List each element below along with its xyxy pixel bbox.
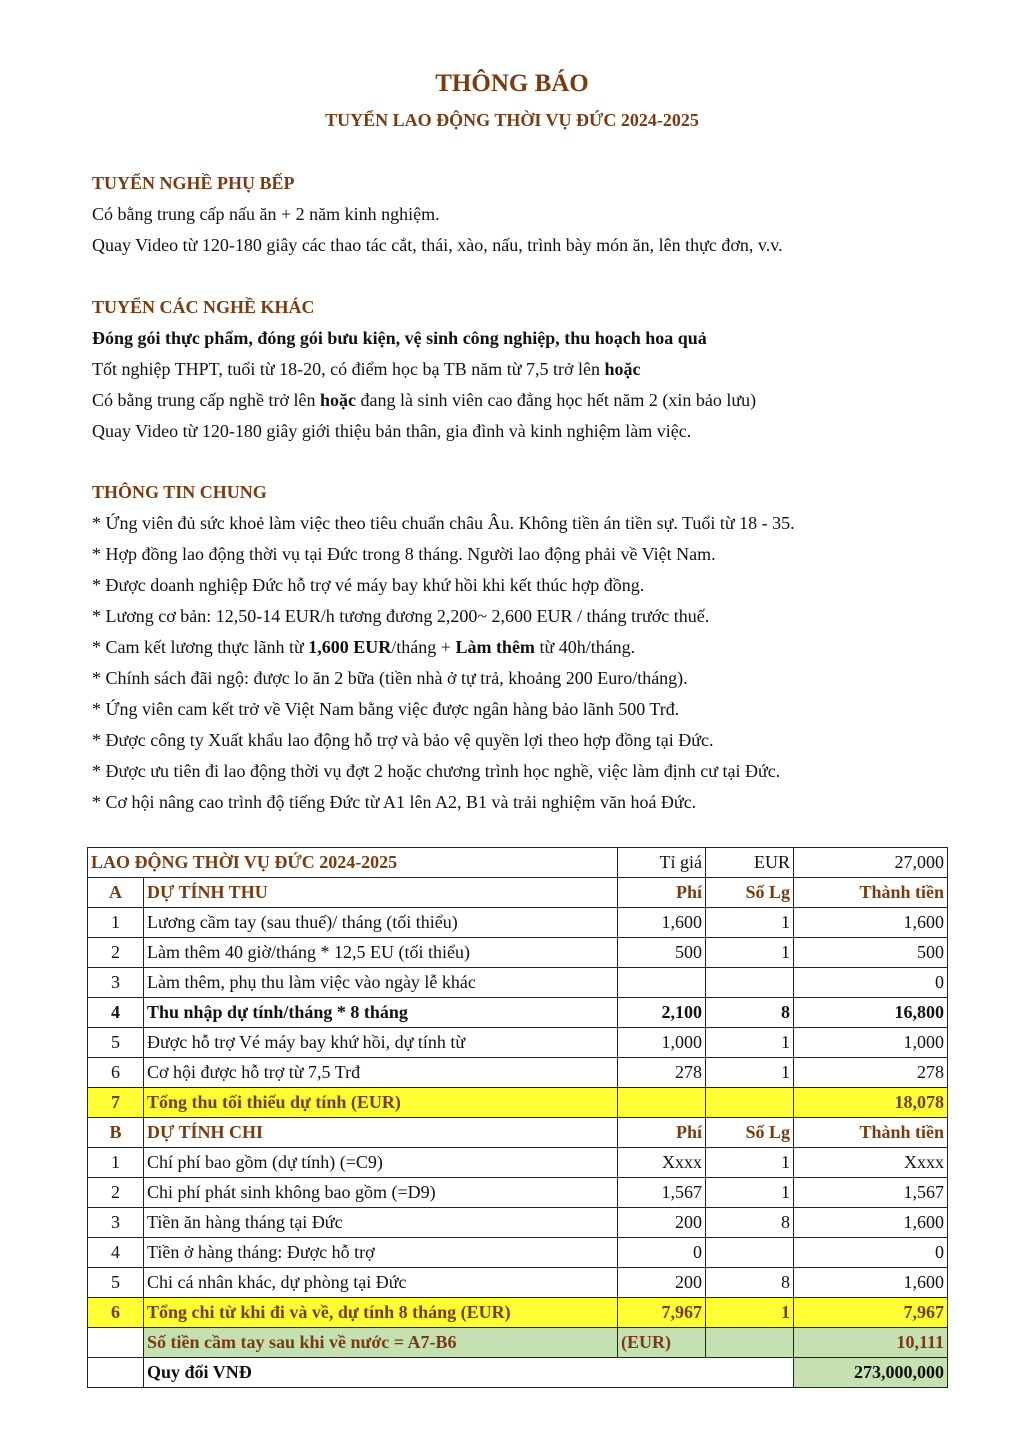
salary-text: * Cam kết lương thực lãnh từ	[92, 637, 309, 657]
income-row-label: Làm thêm, phụ thu làm việc vào ngày lễ khác	[144, 968, 618, 998]
general-item: * Lương cơ bản: 12,50-14 EUR/h tương đương 2,200~ 2,600 EUR / tháng trước thuế.	[92, 606, 710, 626]
expense-row-fee: 7,967	[618, 1298, 706, 1328]
net-value: 10,111	[794, 1328, 948, 1358]
expense-row	[88, 1238, 948, 1268]
income-header-row	[88, 878, 948, 908]
income-row	[88, 1028, 948, 1058]
expense-row-index: 5	[88, 1268, 144, 1298]
expense-row-fee: 200	[618, 1268, 706, 1298]
cook-heading: TUYỂN NGHỀ PHỤ BẾP	[92, 173, 295, 193]
salary-text: từ 40h/tháng.	[534, 637, 636, 657]
vnd-value: 273,000,000	[794, 1358, 948, 1388]
net-unit: (EUR)	[618, 1328, 706, 1358]
expense-row-fee: 0	[618, 1238, 706, 1268]
expense-row-total: Xxxx	[794, 1148, 948, 1178]
income-letter: A	[88, 878, 144, 908]
expense-row-fee: 1,567	[618, 1178, 706, 1208]
income-row-qty: 1	[706, 908, 794, 938]
income-row	[88, 938, 948, 968]
expense-col-qty: Số Lg	[706, 1118, 794, 1148]
income-row-index: 6	[88, 1058, 144, 1088]
other-line-text: Tốt nghiệp THPT, tuổi từ 18-20, có điểm học bạ TB năm từ 7,5 trở lên	[92, 359, 605, 379]
expense-row	[88, 1148, 948, 1178]
income-row	[88, 1088, 948, 1118]
expense-col-total: Thành tiền	[794, 1118, 948, 1148]
net-row	[88, 1328, 948, 1358]
expense-row-label: Tổng chi từ khi đi và về, dự tính 8 tháng (EUR)	[144, 1298, 618, 1328]
other-line-text: Có bằng trung cấp nghề trở lên	[92, 390, 320, 410]
income-row-fee: 278	[618, 1058, 706, 1088]
general-item: * Được doanh nghiệp Đức hỗ trợ vé máy bay khứ hồi khi kết thúc hợp đồng.	[92, 575, 645, 595]
income-row	[88, 908, 948, 938]
income-row-qty	[706, 968, 794, 998]
income-row-qty: 1	[706, 1028, 794, 1058]
page-title: THÔNG BÁO	[435, 70, 589, 97]
general-section	[92, 477, 962, 818]
income-row-label: Lương cầm tay (sau thuế)/ tháng (tối thiểu)	[144, 908, 618, 938]
expense-row-total: 1,567	[794, 1178, 948, 1208]
table-title-row	[88, 848, 948, 878]
salary-text: /tháng +	[391, 637, 456, 657]
expense-row-index: 3	[88, 1208, 144, 1238]
income-row-total: 1,600	[794, 908, 948, 938]
general-item: * Hợp đồng lao động thời vụ tại Đức trong 8 tháng. Người lao động phải về Việt Nam.	[92, 544, 716, 564]
expense-row-total: 0	[794, 1238, 948, 1268]
expense-row-index: 1	[88, 1148, 144, 1178]
income-row-index: 4	[88, 998, 144, 1028]
income-row-total: 278	[794, 1058, 948, 1088]
income-row-fee: 1,600	[618, 908, 706, 938]
income-row	[88, 998, 948, 1028]
other-line-emphasis: hoặc	[319, 390, 356, 410]
income-row-fee: 500	[618, 938, 706, 968]
table-title: LAO ĐỘNG THỜI VỤ ĐỨC 2024-2025	[88, 848, 618, 878]
income-row	[88, 968, 948, 998]
cook-line: Có bằng trung cấp nấu ăn + 2 năm kinh nghiệm.	[92, 204, 440, 224]
income-row	[88, 1058, 948, 1088]
cook-line: Quay Video từ 120-180 giây các thao tác cắt, thái, xào, nấu, trình bày món ăn, lên thực đơn, v.v.	[92, 235, 783, 255]
income-row-total: 500	[794, 938, 948, 968]
vnd-label: Quy đổi VNĐ	[144, 1358, 794, 1388]
expense-row-label: Tiền ăn hàng tháng tại Đức	[144, 1208, 618, 1238]
income-row-total: 1,000	[794, 1028, 948, 1058]
general-item: * Cơ hội nâng cao trình độ tiếng Đức từ A1 lên A2, B1 và trải nghiệm văn hoá Đức.	[92, 792, 697, 812]
income-row-qty: 1	[706, 938, 794, 968]
expense-row-fee: Xxxx	[618, 1148, 706, 1178]
expense-row-label: Chi cá nhân khác, dự phòng tại Đức	[144, 1268, 618, 1298]
general-item: * Ứng viên đủ sức khoẻ làm việc theo tiêu chuẩn châu Âu. Không tiền án tiền sự. Tuổi từ 18 - 35.	[92, 513, 795, 533]
income-row-total: 18,078	[794, 1088, 948, 1118]
general-item: * Chính sách đãi ngộ: được lo ăn 2 bữa (tiền nhà ở tự trả, khoảng 200 Euro/tháng).	[92, 668, 688, 688]
income-row-label: Thu nhập dự tính/tháng * 8 tháng	[144, 998, 618, 1028]
expense-row-index: 6	[88, 1298, 144, 1328]
expense-row	[88, 1208, 948, 1238]
expense-row-qty: 1	[706, 1178, 794, 1208]
expense-header-row	[88, 1118, 948, 1148]
general-item: * Được công ty Xuất khẩu lao động hỗ trợ và bảo vệ quyền lợi theo hợp đồng tại Đức.	[92, 730, 714, 750]
salary-amount: 1,600 EUR	[308, 637, 392, 657]
income-row-label: Làm thêm 40 giờ/tháng * 12,5 EU (tối thiểu)	[144, 938, 618, 968]
other-line: Quay Video từ 120-180 giây giới thiệu bản thân, gia đình và kinh nghiệm làm việc.	[92, 421, 692, 441]
expense-row	[88, 1178, 948, 1208]
expense-row-label: Tiền ở hàng tháng: Được hỗ trợ	[144, 1238, 618, 1268]
income-row-total: 0	[794, 968, 948, 998]
rate-value: 27,000	[794, 848, 948, 878]
income-row-fee: 1,000	[618, 1028, 706, 1058]
income-col-total: Thành tiền	[794, 878, 948, 908]
income-row-qty	[706, 1088, 794, 1118]
expense-row-qty	[706, 1238, 794, 1268]
rate-currency: EUR	[706, 848, 794, 878]
other-section	[92, 292, 962, 447]
page-subtitle: TUYỂN LAO ĐỘNG THỜI VỤ ĐỨC 2024-2025	[325, 110, 699, 130]
expense-row-label: Chí phí bao gồm (dự tính) (=C9)	[144, 1148, 618, 1178]
income-row-index: 2	[88, 938, 144, 968]
expense-row	[88, 1298, 948, 1328]
income-row-index: 7	[88, 1088, 144, 1118]
expense-row-index: 2	[88, 1178, 144, 1208]
expense-row-label: Chi phí phát sinh không bao gồm (=D9)	[144, 1178, 618, 1208]
other-line-emphasis: hoặc	[604, 359, 641, 379]
general-item: * Ứng viên cam kết trở về Việt Nam bằng việc được ngân hàng bảo lãnh 500 Trđ.	[92, 699, 680, 719]
income-row-label: Được hỗ trợ Vé máy bay khứ hồi, dự tính từ	[144, 1028, 618, 1058]
income-col-fee: Phí	[618, 878, 706, 908]
general-heading: THÔNG TIN CHUNG	[92, 482, 267, 502]
net-label: Số tiền cầm tay sau khi về nước = A7-B6	[144, 1328, 618, 1358]
expense-row-qty: 8	[706, 1208, 794, 1238]
expense-letter: B	[88, 1118, 144, 1148]
budget-table	[87, 847, 948, 1388]
net-index-cell	[88, 1328, 144, 1358]
expense-row-qty: 8	[706, 1268, 794, 1298]
cook-section	[92, 168, 962, 261]
other-line	[92, 354, 962, 385]
vnd-row	[88, 1358, 948, 1388]
income-row-index: 5	[88, 1028, 144, 1058]
income-row-qty: 1	[706, 1058, 794, 1088]
budget-table-body	[88, 848, 948, 1388]
other-line-text: đang là sinh viên cao đẳng học hết năm 2 (xin bảo lưu)	[355, 390, 757, 410]
income-row-label: Cơ hội được hỗ trợ từ 7,5 Trđ	[144, 1058, 618, 1088]
expense-row-total: 7,967	[794, 1298, 948, 1328]
other-line	[92, 385, 962, 416]
income-row-fee: 2,100	[618, 998, 706, 1028]
expense-row-index: 4	[88, 1238, 144, 1268]
income-row-fee	[618, 968, 706, 998]
general-item-salary	[92, 632, 962, 663]
expense-row	[88, 1268, 948, 1298]
other-jobs-line: Đóng gói thực phẩm, đóng gói bưu kiện, vệ sinh công nghiệp, thu hoạch hoa quả	[92, 328, 707, 348]
expense-row-qty: 1	[706, 1298, 794, 1328]
income-row-index: 3	[88, 968, 144, 998]
income-row-total: 16,800	[794, 998, 948, 1028]
income-row-fee	[618, 1088, 706, 1118]
expense-label: DỰ TÍNH CHI	[144, 1118, 618, 1148]
income-row-label: Tổng thu tối thiểu dự tính (EUR)	[144, 1088, 618, 1118]
expense-row-fee: 200	[618, 1208, 706, 1238]
expense-row-total: 1,600	[794, 1268, 948, 1298]
expense-row-total: 1,600	[794, 1208, 948, 1238]
net-blank	[706, 1328, 794, 1358]
income-label: DỰ TÍNH THU	[144, 878, 618, 908]
vnd-index-cell	[88, 1358, 144, 1388]
income-row-index: 1	[88, 908, 144, 938]
expense-row-qty: 1	[706, 1148, 794, 1178]
general-item: * Được ưu tiên đi lao động thời vụ đợt 2 hoặc chương trình học nghề, việc làm định cư tại Đức.	[92, 761, 781, 781]
income-row-qty: 8	[706, 998, 794, 1028]
salary-overtime: Làm thêm	[455, 637, 535, 657]
other-heading: TUYỂN CÁC NGHỀ KHÁC	[92, 297, 315, 317]
expense-col-fee: Phí	[618, 1118, 706, 1148]
rate-label: Tỉ giá	[618, 848, 706, 878]
income-col-qty: Số Lg	[706, 878, 794, 908]
